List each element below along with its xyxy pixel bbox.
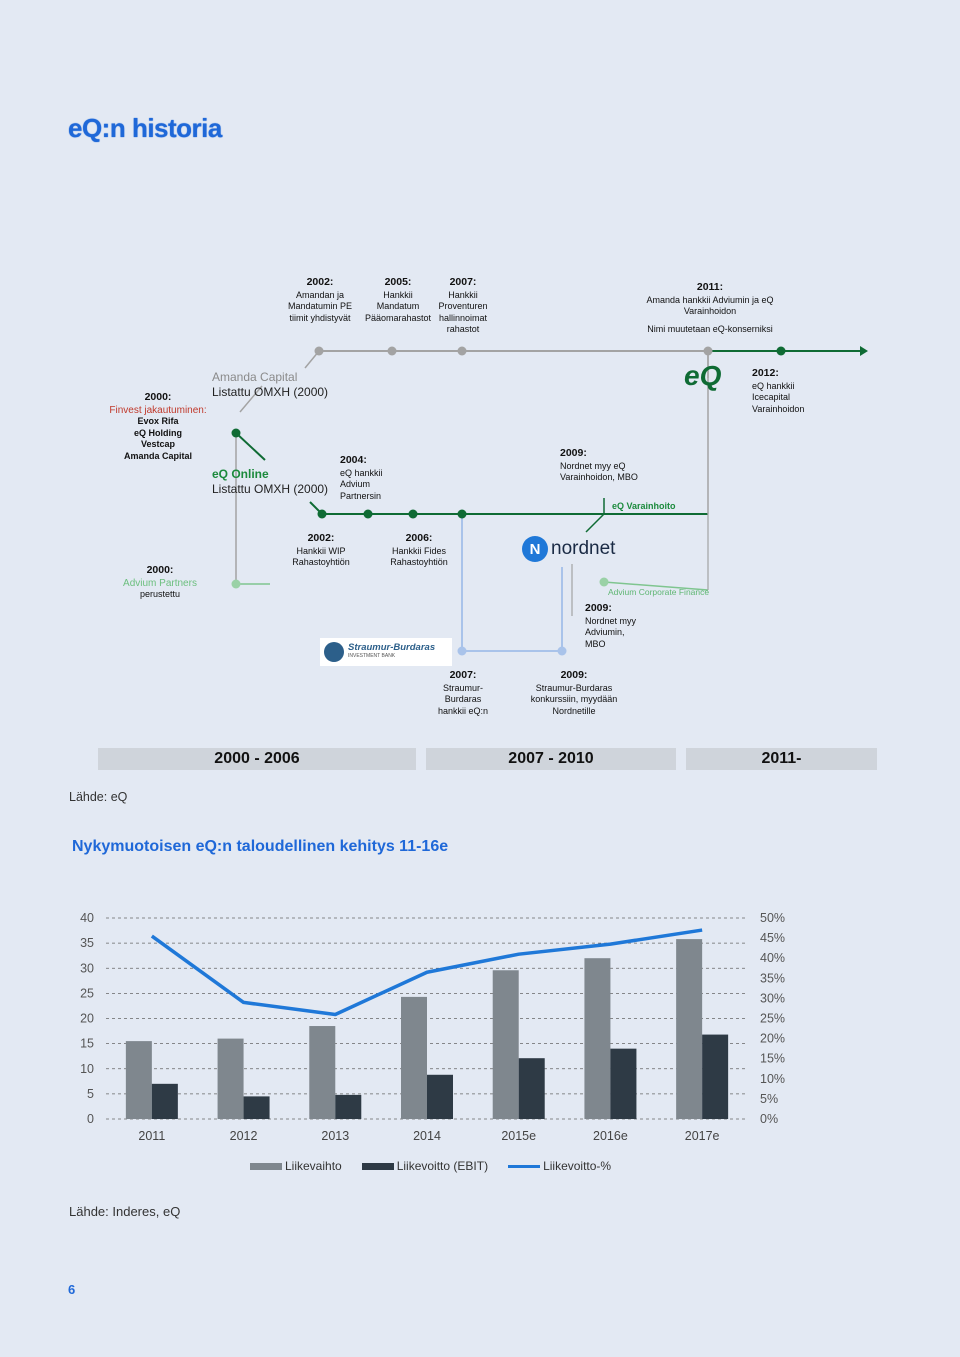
bar-revenue: [584, 958, 610, 1119]
page-number: 6: [68, 1282, 76, 1297]
event-2012: 2012: eQ hankkii Icecapital Varainhoidon: [752, 367, 805, 414]
event-2007-top: 2007: Hankkii Proventuren hallinnoimat rahastot: [438, 276, 488, 334]
y-right-tick-label: 50%: [760, 911, 786, 925]
event-2009-straumur: 2009: Straumur-Burdaras konkurssiin, myydään Nordnetille: [530, 669, 618, 716]
y-right-tick-label: 15%: [760, 1051, 786, 1066]
period-2007-2010: 2007 - 2010: [426, 748, 676, 770]
bar-revenue: [309, 1026, 335, 1119]
event-2005: 2005: Hankkii Mandatum Pääomarahastot: [364, 276, 432, 323]
bar-ebit: [335, 1095, 361, 1119]
x-tick-label: 2017e: [684, 1129, 720, 1143]
bar-ebit: [152, 1084, 178, 1119]
amanda-capital: Amanda Capital Listattu OMXH (2000): [212, 370, 329, 399]
y-left-tick-label: 10: [80, 1061, 94, 1076]
ebit-pct-line: [152, 930, 702, 1014]
bar-revenue: [493, 970, 519, 1119]
y-right-tick-label: 5%: [760, 1091, 779, 1106]
event-2000-advium: 2000: Advium Partners perustettu: [123, 564, 197, 599]
event-2011: 2011: Amanda hankkii Adviumin ja eQ Varainhoidon Nimi muutetaan eQ-konserniksi: [646, 281, 774, 334]
advium-corporate-finance: Advium Corporate Finance: [608, 587, 710, 597]
event-2002-wip: 2002: Hankkii WIP Rahastoyhtiön: [292, 532, 350, 567]
y-right-tick-label: 35%: [760, 971, 786, 986]
straumur-emblem-icon: [324, 642, 344, 662]
y-right-tick-label: 20%: [760, 1031, 786, 1046]
legend-ebit-swatch: [362, 1163, 394, 1170]
x-tick-label: 2011: [138, 1129, 166, 1143]
y-left-tick-label: 15: [80, 1036, 94, 1051]
y-right-tick-label: 0%: [760, 1112, 779, 1126]
nordnet-logo: N nordnet: [522, 536, 615, 562]
bar-ebit: [427, 1075, 453, 1119]
eq-logo: eQ: [684, 360, 722, 391]
y-right-tick-label: 10%: [760, 1071, 786, 1086]
timeline-source: Lähde: eQ: [69, 790, 128, 804]
y-right-tick-label: 45%: [760, 931, 786, 946]
legend-ebit: Liikevoitto (EBIT): [362, 1159, 488, 1173]
x-tick-label: 2016e: [593, 1129, 628, 1143]
y-left-tick-label: 40: [80, 911, 94, 925]
event-2007-straumur: 2007: Straumur- Burdaras hankkii eQ:n: [437, 669, 489, 716]
event-2009-advium: 2009: Nordnet myy Adviumin, MBO: [585, 602, 637, 649]
bar-ebit: [610, 1049, 636, 1119]
y-left-tick-label: 0: [87, 1112, 94, 1126]
y-right-tick-label: 40%: [760, 951, 786, 966]
financial-chart: [0, 900, 960, 1150]
event-2006: 2006: Hankkii Fides Rahastoyhtiön: [390, 532, 448, 567]
legend-ebit-pct: Liikevoitto-%: [508, 1159, 611, 1173]
event-2000-finvest: 2000: Finvest jakautuminen: Evox Rifa eQ Holding Vestcap Amanda Capital: [109, 391, 207, 461]
y-left-tick-label: 35: [80, 936, 94, 951]
eq-online: eQ Online Listattu OMXH (2000): [212, 467, 329, 496]
y-left-tick-label: 25: [80, 986, 94, 1001]
event-2002-top: 2002: Amandan ja Mandatumin PE tiimit yhdistyvät: [287, 276, 353, 323]
event-2009-nordnet: 2009: Nordnet myy eQ Varainhoidon, MBO: [560, 447, 638, 482]
y-left-tick-label: 30: [80, 961, 94, 976]
x-tick-label: 2012: [229, 1129, 258, 1143]
y-right-tick-label: 30%: [760, 991, 786, 1006]
bar-revenue: [218, 1039, 244, 1119]
y-left-tick-label: 5: [87, 1086, 94, 1101]
bar-revenue: [126, 1041, 152, 1119]
legend-revenue-swatch: [250, 1163, 282, 1170]
x-tick-label: 2015e: [501, 1129, 537, 1143]
x-tick-label: 2014: [413, 1129, 441, 1143]
period-2011: 2011-: [686, 748, 877, 770]
event-2004: 2004: eQ hankkii Advium Partnersin: [340, 454, 383, 501]
y-right-tick-label: 25%: [760, 1011, 786, 1026]
straumur-logo: Straumur-Burdaras INVESTMENT BANK: [320, 638, 452, 666]
eq-varainhoito: eQ Varainhoito: [612, 501, 676, 511]
bar-revenue: [676, 939, 702, 1119]
chart-source: Lähde: Inderes, eQ: [69, 1204, 181, 1219]
x-tick-label: 2013: [321, 1129, 350, 1143]
bar-ebit: [702, 1035, 728, 1119]
bar-revenue: [401, 997, 427, 1119]
y-left-tick-label: 20: [80, 1011, 94, 1026]
legend-ebit-pct-swatch: [508, 1165, 540, 1168]
period-2000-2006: 2000 - 2006: [98, 748, 416, 770]
legend-revenue: Liikevaihto: [250, 1159, 342, 1173]
page-title: eQ:n historia: [68, 113, 222, 143]
bar-ebit: [519, 1058, 545, 1119]
chart-legend: [250, 1159, 611, 1173]
chart-title: Nykymuotoisen eQ:n taloudellinen kehitys 11-16e: [72, 838, 449, 855]
bar-ebit: [244, 1096, 270, 1119]
